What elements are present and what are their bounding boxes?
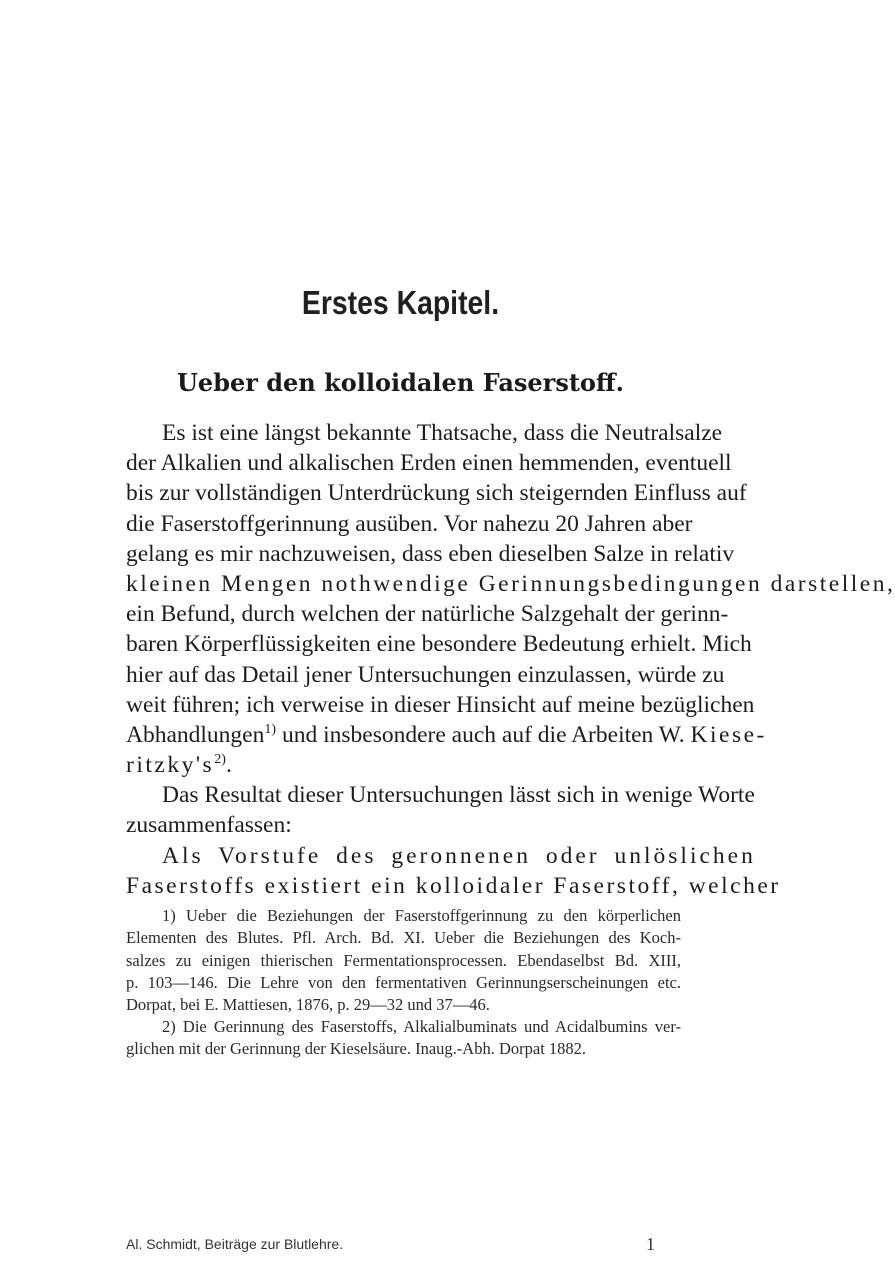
text-line: weit führen; ich verweise in dieser Hinsicht auf meine bezüglichen — [126, 691, 755, 718]
footnote-2 — [126, 1016, 681, 1061]
chapter-title: Erstes Kapitel. — [301, 284, 500, 321]
footnote-line: 1) Ueber die Beziehungen der Faserstoffgerinnung zu den körperlichen — [162, 906, 681, 925]
text-line: kleinen Mengen nothwendige Gerinnungsbedingungen darstellen, — [126, 570, 895, 597]
text-line — [126, 750, 681, 780]
text-line: hier auf das Detail jener Untersuchungen einzulassen, würde zu — [126, 661, 725, 688]
text-line: zusammenfassen: — [126, 812, 292, 839]
text-line: ein Befund, durch welchen der natürliche Salzgehalt der gerinn- — [126, 601, 729, 628]
main-text — [126, 418, 895, 901]
text-line: baren Körperflüssigkeiten eine besondere Bedeutung erhielt. Mich — [126, 631, 752, 658]
text-line: die Faserstoffgerinnung ausüben. Vor nahezu 20 Jahren aber — [126, 510, 693, 537]
text-line: gelang es mir nachzuweisen, dass eben dieselben Salze in relativ — [126, 540, 735, 567]
text-line: Das Resultat dieser Untersuchungen lässt sich in wenige Worte — [162, 782, 755, 809]
footnote-line: glichen mit der Gerinnung der Kieselsäure. Inaug.-Abh. Dorpat 1882. — [126, 1039, 587, 1059]
footnote-line: 2) Die Gerinnung des Faserstoffs, Alkalialbuminats und Acidalbumins ver- — [162, 1017, 681, 1036]
footnote-ref: 1) — [264, 721, 277, 738]
author-name: ritzky's — [126, 752, 215, 779]
running-footer: Al. Schmidt, Beiträge zur Blutlehre. — [126, 1236, 344, 1252]
footnote-1 — [126, 905, 681, 1016]
footnote-line: salzes zu einigen thierischen Fermentationsprocessen. Ebendaselbst Bd. XIII, — [126, 950, 681, 970]
signature-mark: 1 — [646, 1234, 655, 1254]
footnote-ref: 2) — [214, 751, 226, 768]
text-line: Als Vorstufe des geronnenen oder unlöslichen — [162, 842, 756, 869]
text-line: bis zur vollständigen Unterdrückung sich steigernden Einfluss auf — [126, 480, 747, 507]
text-line — [126, 720, 767, 750]
text-run: und insbesondere auch auf die Arbeiten W. — [276, 721, 685, 748]
text-run: Abhandlungen — [126, 721, 265, 748]
text-line: Es ist eine längst bekannte Thatsache, dass die Neutralsalze — [162, 420, 723, 446]
page-footer — [126, 1236, 681, 1252]
footnote-line: Dorpat, bei E. Mattiesen, 1876, p. 29—32 und 37—46. — [126, 995, 490, 1015]
text-line: der Alkalien und alkalischen Erden einen hemmenden, eventuell — [126, 450, 732, 477]
footnote-line: Elementen des Blutes. Pfl. Arch. Bd. XI. Ueber die Beziehungen des Koch- — [126, 928, 681, 948]
text-run: . — [225, 752, 232, 779]
footnote-line: p. 103—146. Die Lehre von den fermentativen Gerinnungserscheinungen etc. — [126, 972, 681, 992]
section-title: Ueber den kolloidalen Faserstoff. — [177, 368, 624, 397]
author-name: Kiese- — [690, 721, 767, 748]
text-line: Faserstoffs existiert ein kolloidaler Faserstoff, welcher — [126, 872, 781, 899]
